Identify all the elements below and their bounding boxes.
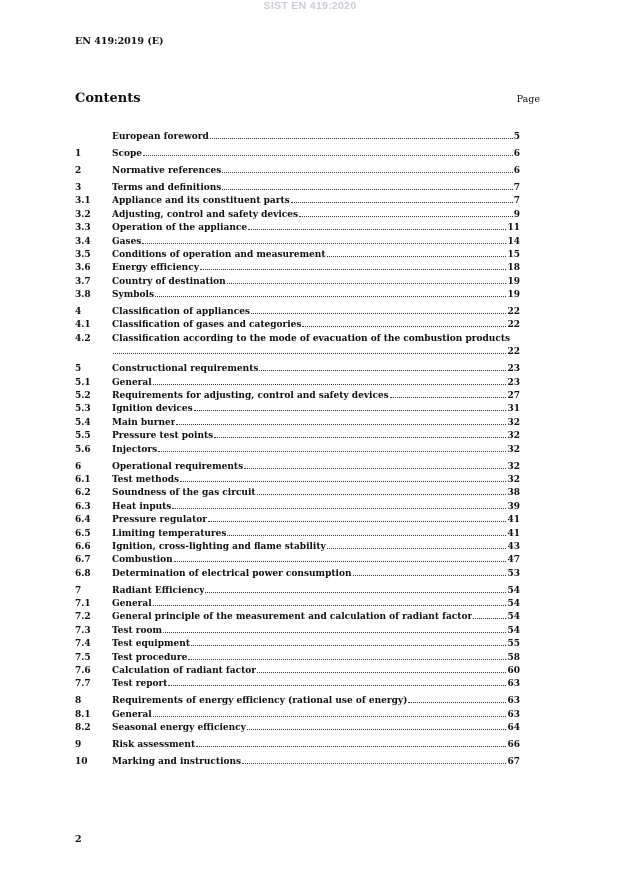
toc-entry-page: 9 (513, 209, 520, 220)
dot-leader (299, 216, 513, 217)
dot-leader (259, 370, 506, 371)
toc-entry-number: 3.2 (75, 209, 91, 220)
toc-entry-title: Operation of the appliance (112, 223, 248, 234)
toc-entry-title: General (112, 377, 152, 388)
toc-entry-title: Risk assessment (112, 740, 196, 751)
toc-entry-number: 4 (75, 307, 82, 318)
toc-entry[interactable] (75, 182, 520, 195)
toc-entry-number: 3.8 (75, 290, 91, 301)
toc-entry-title: Operational requirements (112, 461, 244, 472)
toc-entry-page: 38 (507, 488, 520, 499)
toc-entry-title: General (112, 599, 152, 610)
toc-entry[interactable] (75, 514, 520, 527)
toc-entry[interactable] (75, 568, 520, 581)
toc-entry-title: Marking and instructions (112, 757, 242, 768)
dot-leader (302, 326, 506, 327)
toc-entry-title: Radiant Efficiency (112, 585, 205, 596)
page-column-label: Page (516, 94, 540, 105)
toc-entry[interactable] (75, 262, 520, 275)
toc-entry-page: 5 (513, 132, 520, 142)
toc-entry[interactable] (75, 417, 520, 430)
toc-entry-title: General principle of the measurement and calculation of radiant factor (112, 612, 473, 623)
toc-entry-number: 5 (75, 364, 82, 375)
toc-entry-number: 1 (75, 148, 82, 159)
dot-leader (353, 575, 507, 576)
dot-leader (205, 592, 506, 593)
toc-entry-page: 27 (507, 391, 520, 401)
toc-entry-title: Country of destination (112, 276, 226, 287)
toc-entry-page: 54 (507, 625, 520, 636)
toc-entry-title: Seasonal energy efficiency (112, 723, 246, 734)
toc-entry-page: 54 (507, 612, 520, 623)
toc-entry[interactable] (75, 444, 520, 457)
toc-entry-number: 7.5 (75, 652, 91, 663)
toc-entry-number: 9 (75, 740, 82, 751)
toc-entry-number: 7.2 (75, 612, 91, 623)
dot-leader (172, 508, 506, 509)
toc-entry[interactable] (75, 585, 520, 598)
toc-entry-title: Pressure test points (112, 431, 214, 442)
toc-entry-title: European foreword (112, 132, 209, 142)
toc-entry-number: 7.7 (75, 679, 91, 690)
toc-entry[interactable] (75, 249, 520, 262)
toc-entry-page: 43 (507, 541, 520, 552)
toc-entry-continuation[interactable] (75, 346, 520, 359)
toc-entry-page: 67 (507, 757, 520, 768)
toc-entry[interactable] (75, 236, 520, 249)
toc-entry-title: Constructional requirements (112, 364, 259, 375)
toc-entry-title: Scope (112, 148, 143, 159)
dot-leader (153, 384, 507, 385)
toc-entry-page: 54 (507, 599, 520, 610)
toc-entry[interactable] (75, 209, 520, 222)
dot-leader (191, 645, 506, 646)
toc-entry-page: 19 (507, 290, 520, 301)
toc-entry-page: 31 (507, 404, 520, 415)
toc-entry-title: Ignition, cross-lighting and flame stability (112, 541, 326, 552)
dot-leader (188, 659, 506, 660)
toc-entry[interactable] (75, 165, 520, 178)
toc-entry[interactable] (75, 390, 520, 403)
toc-entry-title: Combustion (112, 555, 173, 566)
toc-entry-number: 6.5 (75, 528, 91, 539)
toc-entry-title: Test procedure (112, 652, 188, 663)
toc-entry[interactable] (75, 638, 520, 651)
toc-entry[interactable] (75, 501, 520, 514)
toc-entry-title: Classification of gases and categories (112, 320, 302, 331)
toc-entry-number: 7 (75, 585, 82, 596)
dot-leader (168, 685, 506, 686)
toc-entry-page: 39 (507, 501, 520, 512)
dot-leader (113, 353, 506, 354)
toc-entry-title: Energy efficiency (112, 263, 199, 274)
toc-entry[interactable] (75, 195, 520, 208)
toc-entry-page: 47 (507, 555, 520, 566)
toc-entry[interactable] (75, 598, 520, 611)
watermark: SIST EN 419:2020 (263, 0, 357, 12)
toc-entry-page: 53 (507, 568, 520, 579)
toc-entry[interactable] (75, 756, 520, 769)
toc-entry[interactable] (75, 363, 520, 376)
toc-entry-number: 4.2 (75, 333, 91, 344)
toc-entry-number: 7.6 (75, 666, 91, 676)
dot-leader (142, 243, 506, 244)
toc-entry-number: 2 (75, 165, 82, 176)
toc-entry[interactable] (75, 430, 520, 443)
toc-entry[interactable] (75, 289, 520, 302)
toc-entry-number: 8.2 (75, 723, 91, 734)
toc-entry[interactable] (75, 695, 520, 708)
toc-entry-page: 32 (507, 417, 520, 428)
toc-entry[interactable] (75, 403, 520, 416)
toc-entry-page: 32 (507, 461, 520, 472)
toc-entry-page: 19 (507, 276, 520, 287)
toc-entry[interactable] (75, 665, 520, 678)
toc-entry-title: Limiting temperatures (112, 528, 227, 539)
toc-entry-number: 10 (75, 757, 88, 768)
toc-entry-title: Classification according to the mode of evacuation of the combustion products (112, 333, 511, 344)
toc-entry-number: 7.3 (75, 625, 91, 636)
toc-entry-title: Requirements of energy efficiency (rational use of energy) (112, 696, 408, 707)
dot-leader (327, 256, 507, 257)
toc-entry-title: Test report (112, 679, 168, 690)
dot-leader (210, 138, 513, 139)
toc-entry-page: 64 (507, 723, 520, 734)
toc-entry-page: 63 (507, 709, 520, 720)
toc-entry-number: 7.4 (75, 639, 91, 650)
page-title: Contents (75, 91, 141, 106)
toc-entry-page: 15 (507, 249, 520, 260)
toc-entry[interactable] (75, 487, 520, 500)
toc-entry-title: Soundness of the gas circuit (112, 488, 256, 499)
toc-entry[interactable] (75, 554, 520, 567)
toc-entry-number: 8.1 (75, 709, 91, 720)
toc-entry-title: Ignition devices (112, 404, 193, 415)
toc-entry-page: 22 (507, 307, 520, 318)
toc-entry-title: Main burner (112, 417, 176, 428)
dot-leader (227, 535, 506, 536)
toc-entry-page: 11 (507, 223, 520, 234)
toc-entry-title: Conditions of operation and measurement (112, 249, 326, 260)
dot-leader (247, 729, 507, 730)
toc-entry-number: 6.4 (75, 515, 91, 526)
toc-entry-title: Gases (112, 236, 142, 247)
dot-leader (163, 632, 506, 633)
toc-entry-page: 54 (507, 585, 520, 596)
toc-entry-page: 41 (507, 528, 520, 539)
toc-entry-number: 6.6 (75, 541, 91, 552)
toc-entry-title: Injectors (112, 444, 158, 455)
toc-entry-page: 66 (507, 740, 520, 751)
toc-entry-page: 32 (507, 431, 520, 442)
toc-entry-title: Calculation of radiant factor (112, 666, 256, 676)
toc-entry-number: 5.2 (75, 391, 91, 401)
toc-entry-number: 3.7 (75, 276, 91, 287)
toc-entry-title: Determination of electrical power consumption (112, 568, 352, 579)
toc-entry[interactable] (75, 333, 520, 346)
toc-entry-page: 14 (507, 236, 520, 247)
dot-leader (390, 397, 507, 398)
toc-entry-title: Test equipment (112, 639, 190, 650)
toc-entry-number: 5.1 (75, 377, 91, 388)
dot-leader (222, 172, 512, 173)
toc-entry-title: Classification of appliances (112, 307, 250, 318)
toc-entry-title: General (112, 709, 152, 720)
dot-leader (153, 716, 507, 717)
dot-leader (214, 437, 506, 438)
dot-leader (180, 481, 506, 482)
toc-entry-page: 63 (507, 679, 520, 690)
dot-leader (222, 189, 512, 190)
toc-entry-title: Heat inputs (112, 501, 172, 512)
toc-entry-page: 23 (507, 364, 520, 375)
toc-entry[interactable] (75, 722, 520, 735)
dot-leader (176, 424, 506, 425)
toc-entry[interactable] (75, 652, 520, 665)
toc-entry[interactable] (75, 739, 520, 752)
toc-entry-number: 6.2 (75, 488, 91, 499)
toc-entry[interactable] (75, 709, 520, 722)
dot-leader (143, 155, 513, 156)
toc-entry-page: 32 (507, 474, 520, 485)
toc-entry-number: 4.1 (75, 320, 91, 331)
toc-entry-number: 6 (75, 461, 82, 472)
dot-leader (155, 296, 506, 297)
toc-entry-title: Test room (112, 625, 163, 636)
toc-entry-number: 6.3 (75, 501, 91, 512)
dot-leader (158, 451, 506, 452)
dot-leader (244, 468, 506, 469)
toc-entry[interactable] (75, 148, 520, 161)
toc-entry-number: 3.6 (75, 263, 91, 274)
toc-entry[interactable] (75, 222, 520, 235)
dot-leader (473, 618, 506, 619)
dot-leader (200, 269, 507, 270)
dot-leader (257, 494, 507, 495)
toc-entry-page: 22 (507, 320, 520, 331)
toc-entry[interactable] (75, 625, 520, 638)
toc-entry-page: 7 (513, 182, 520, 193)
toc-entry-number: 3.5 (75, 249, 91, 260)
toc-entry[interactable] (75, 306, 520, 319)
toc-entry-number: 5.3 (75, 404, 91, 415)
toc-entry[interactable] (75, 474, 520, 487)
dot-leader (174, 561, 507, 562)
toc-entry[interactable] (75, 319, 520, 332)
toc-entry-number: 5.5 (75, 431, 91, 442)
toc-entry-page: 6 (513, 148, 520, 159)
toc-entry[interactable] (75, 678, 520, 691)
toc-entry-title: Appliance and its constituent parts (112, 196, 290, 207)
toc-entry[interactable] (75, 528, 520, 541)
toc-entry-page: 6 (513, 165, 520, 176)
dot-leader (408, 702, 506, 703)
toc-entry-title: Symbols (112, 290, 155, 301)
toc-entry-page: 41 (507, 515, 520, 526)
dot-leader (153, 605, 507, 606)
toc-entry-page: 32 (507, 444, 520, 455)
toc-entry[interactable] (75, 276, 520, 289)
toc-entry-number: 3.1 (75, 196, 91, 207)
toc-entry-number: 6.7 (75, 555, 91, 566)
page-number: 2 (75, 834, 82, 845)
toc-entry-page: 18 (507, 263, 520, 274)
toc-entry-page: 22 (507, 347, 520, 358)
toc-entry[interactable] (75, 541, 520, 554)
toc-entry-page: 63 (507, 696, 520, 707)
toc-entry-page: 58 (507, 652, 520, 663)
dot-leader (257, 672, 506, 673)
dot-leader (248, 229, 506, 230)
toc-entry-number: 8 (75, 696, 82, 707)
dot-leader (196, 746, 506, 747)
toc-entry[interactable] (75, 461, 520, 474)
toc-entry-title: Adjusting, control and safety devices (112, 209, 299, 220)
toc-entry-page: 60 (507, 666, 520, 676)
toc-entry-title: Terms and definitions (112, 182, 222, 193)
toc-entry-title: Test methods (112, 474, 180, 485)
toc-entry-number: 7.1 (75, 599, 91, 610)
dot-leader (291, 202, 513, 203)
toc-entry[interactable] (75, 377, 520, 390)
dot-leader (327, 548, 507, 549)
toc-entry-number: 5.4 (75, 417, 91, 428)
toc-entry-number: 6.8 (75, 568, 91, 579)
toc-entry-title: Pressure regulator (112, 515, 207, 526)
dot-leader (242, 763, 506, 764)
toc-entry[interactable] (75, 131, 520, 144)
dot-leader (208, 521, 506, 522)
toc-entry-number: 3 (75, 182, 82, 193)
toc-entry-title: Normative references (112, 165, 222, 176)
toc-entry-number: 3.4 (75, 236, 91, 247)
toc-entry-page: 7 (513, 196, 520, 207)
toc-entry[interactable] (75, 611, 520, 624)
table-of-contents (75, 131, 520, 770)
dot-leader (194, 410, 507, 411)
toc-entry-page: 23 (507, 377, 520, 388)
toc-entry-number: 6.1 (75, 474, 91, 485)
toc-entry-number: 3.3 (75, 223, 91, 234)
dot-leader (227, 283, 507, 284)
toc-entry-number: 5.6 (75, 444, 91, 455)
dot-leader (251, 313, 506, 314)
document-id: EN 419:2019 (E) (75, 36, 164, 47)
toc-entry-title: Requirements for adjusting, control and safety devices (112, 391, 389, 401)
toc-entry-page: 55 (507, 639, 520, 650)
